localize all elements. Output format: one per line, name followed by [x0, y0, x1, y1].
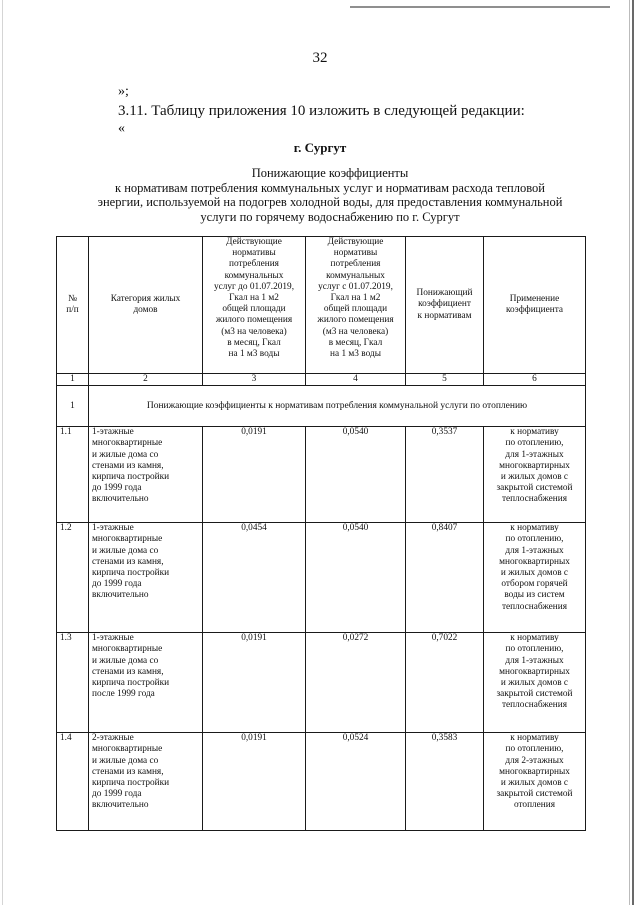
row-coefficient: 0,7022: [406, 633, 484, 733]
table-header-row: [57, 237, 586, 374]
column-number: 6: [484, 374, 586, 386]
row-coefficient: 0,8407: [406, 523, 484, 633]
header-coefficient: Понижающий коэффициент к нормативам: [406, 237, 484, 374]
title-line: Понижающие коэффициенты: [251, 166, 409, 180]
scan-edge-left: [2, 0, 3, 905]
row-application: к нормативу по отоплению, для 1-этажных многоквартирных и жилых домов с закрытой системой теплоснабжения: [484, 633, 586, 733]
row-coefficient: 0,3583: [406, 733, 484, 831]
row-number: 1.2: [57, 523, 89, 633]
row-norm-before: 0,0191: [203, 427, 306, 523]
column-number: 5: [406, 374, 484, 386]
column-number-row: [57, 374, 586, 386]
section-title: Понижающие коэффициенты к нормативам потребления коммунальной услуги по отоплению: [89, 386, 586, 427]
table-row: [57, 523, 586, 633]
opening-quote: «: [118, 121, 125, 136]
table-row: [57, 633, 586, 733]
row-norm-after: 0,0540: [306, 523, 406, 633]
row-category: 2-этажные многоквартирные и жилые дома со стенами из камня, кирпича постройки до 1999 года включительно: [89, 733, 203, 831]
document-title: [80, 166, 580, 224]
table-row: [57, 427, 586, 523]
header-category: Категория жилых домов: [89, 237, 203, 374]
row-application: к нормативу по отоплению, для 1-этажных многоквартирных и жилых домов с отбором горячей воды из систем теплоснабжения: [484, 523, 586, 633]
row-norm-after: 0,0540: [306, 427, 406, 523]
title-line: энергии, используемой на подогрев холодной воды, для предоставления коммунальной: [97, 195, 563, 209]
instruction-paragraph: 3.11. Таблицу приложения 10 изложить в следующей редакции:: [118, 103, 525, 119]
coefficients-table: [56, 236, 586, 831]
column-number: 4: [306, 374, 406, 386]
section-row: [57, 386, 586, 427]
row-category: 1-этажные многоквартирные и жилые дома со стенами из камня, кирпича постройки до 1999 года включительно: [89, 523, 203, 633]
row-category: 1-этажные многоквартирные и жилые дома со стенами из камня, кирпича постройки до 1999 года включительно: [89, 427, 203, 523]
row-norm-before: 0,0191: [203, 633, 306, 733]
city-heading: г. Сургут: [293, 140, 347, 155]
header-norm-after: Действующие нормативы потребления коммунальных услуг с 01.07.2019, Гкал на 1 м2 общей площади жилого помещения (м3 на человека) в месяц, Гкал на 1 м3 воды: [306, 237, 406, 374]
row-application: к нормативу по отоплению, для 1-этажных многоквартирных и жилых домов с закрытой системой теплоснабжения: [484, 427, 586, 523]
header-norm-before: Действующие нормативы потребления коммунальных услуг до 01.07.2019, Гкал на 1 м2 общей площади жилого помещения (м3 на человека) в месяц, Гкал на 1 м3 воды: [203, 237, 306, 374]
section-number: 1: [57, 386, 89, 427]
page-number: 32: [312, 50, 328, 66]
scan-edge-right: [632, 0, 634, 905]
row-application: к нормативу по отоплению, для 2-этажных многоквартирных и жилых домов с закрытой системой отопления: [484, 733, 586, 831]
header-application: Применение коэффициента: [484, 237, 586, 374]
title-line: к нормативам потребления коммунальных услуг и нормативам расхода тепловой: [115, 180, 545, 195]
scan-edge-top: [350, 6, 610, 8]
header-number: № п/п: [57, 237, 89, 374]
row-norm-after: 0,0524: [306, 733, 406, 831]
row-number: 1.4: [57, 733, 89, 831]
column-number: 2: [89, 374, 203, 386]
title-line: услуги по горячему водоснабжению по г. Сургут: [200, 209, 460, 224]
row-coefficient: 0,3537: [406, 427, 484, 523]
row-category: 1-этажные многоквартирные и жилые дома со стенами из камня, кирпича постройки после 1999 года: [89, 633, 203, 733]
row-norm-before: 0,0191: [203, 733, 306, 831]
row-norm-after: 0,0272: [306, 633, 406, 733]
scan-edge-right-inner: [629, 0, 630, 905]
closing-quote: »;: [118, 84, 129, 99]
row-number: 1.3: [57, 633, 89, 733]
table-row: [57, 733, 586, 831]
row-norm-before: 0,0454: [203, 523, 306, 633]
column-number: 3: [203, 374, 306, 386]
row-number: 1.1: [57, 427, 89, 523]
column-number: 1: [57, 374, 89, 386]
